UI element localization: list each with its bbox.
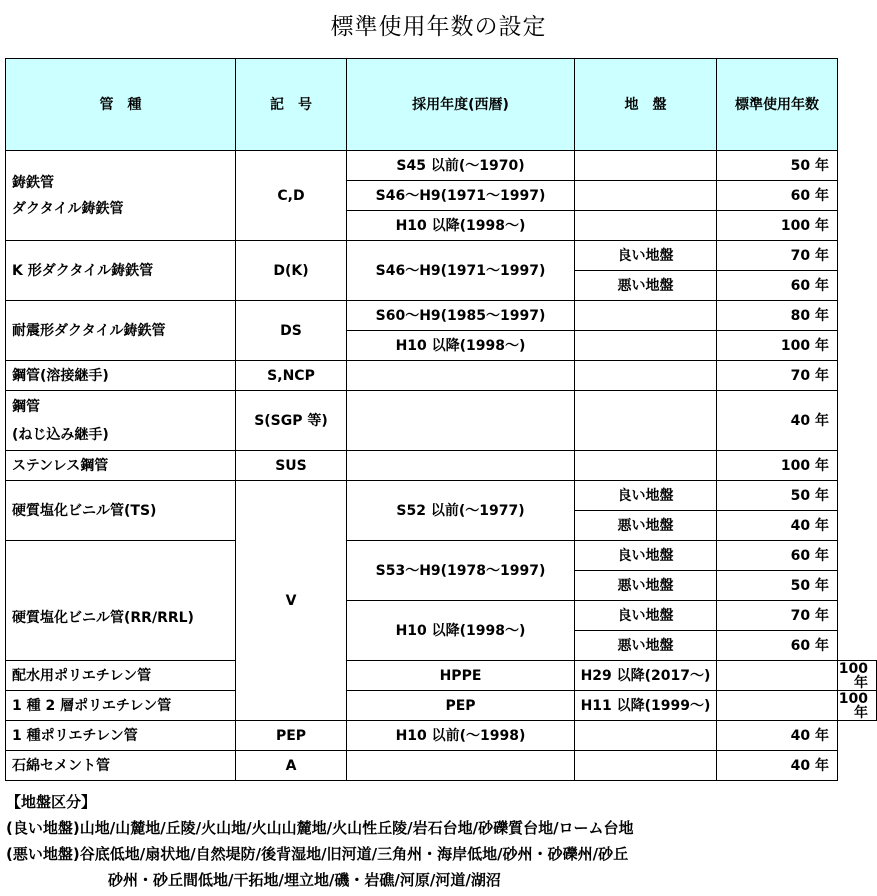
code-cell: C,D <box>236 151 347 241</box>
type-label: 鋳鉄管 <box>12 174 54 191</box>
life-cell: 70 年 <box>717 601 838 631</box>
table-row <box>6 691 877 721</box>
ground-cell <box>575 751 717 781</box>
ground-cell <box>575 451 717 481</box>
table-row <box>6 241 877 271</box>
life-cell: 40 年 <box>717 391 838 451</box>
life-cell: 100 年 <box>717 331 838 361</box>
table-row <box>6 451 877 481</box>
ground-cell: 悪い地盤 <box>575 571 717 601</box>
ground-classification-notes <box>6 789 634 893</box>
life-cell: 100 年 <box>838 661 877 691</box>
notes-heading: 【地盤区分】 <box>6 793 97 811</box>
ground-cell <box>575 721 717 751</box>
table-row <box>6 751 877 781</box>
type-label: ダクタイル鋳鉄管 <box>12 200 124 217</box>
header-row <box>6 59 877 151</box>
table-row <box>6 721 877 751</box>
life-cell: 40 年 <box>717 751 838 781</box>
type-cell: 1 種 2 層ポリエチレン管 <box>6 691 236 721</box>
type-label: 鋼管 <box>12 398 40 415</box>
year-cell: H10 以前(～1998) <box>347 721 575 751</box>
ground-cell <box>575 151 717 181</box>
life-cell: 50 年 <box>717 571 838 601</box>
ground-cell: 悪い地盤 <box>575 631 717 661</box>
year-cell: S53～H9(1978～1997) <box>347 541 575 601</box>
life-cell: 40 年 <box>717 511 838 541</box>
code-cell: DS <box>236 301 347 361</box>
life-cell: 80 年 <box>717 301 838 331</box>
code-cell: SUS <box>236 451 347 481</box>
year-cell: S46～H9(1971～1997) <box>347 241 575 301</box>
type-cell <box>6 151 236 241</box>
header-type: 管 種 <box>6 59 236 151</box>
type-cell: 1 種ポリエチレン管 <box>6 721 236 751</box>
notes-bad-ground-continued: 砂州・砂丘間低地/干拓地/埋立地/磯・岩礁/河原/河道/湖沼 <box>108 871 501 889</box>
header-code: 記 号 <box>236 59 347 151</box>
code-cell: V <box>236 481 347 721</box>
table-row <box>6 301 877 331</box>
type-cell: 配水用ポリエチレン管 <box>6 661 236 691</box>
type-cell: 鋼管(溶接継手) <box>6 361 236 391</box>
header-year: 採用年度(西暦) <box>347 59 575 151</box>
ground-cell <box>575 301 717 331</box>
type-label: (ねじ込み継手) <box>12 426 109 443</box>
table-row <box>6 541 877 571</box>
notes-good-ground: (良い地盤)山地/山麓地/丘陵/火山地/火山山麓地/火山性丘陵/岩石台地/砂礫質台地/ローム台地 <box>6 819 634 837</box>
ground-cell <box>575 391 717 451</box>
page-title: 標準使用年数の設定 <box>330 14 547 40</box>
year-cell: H10 以降(1998～) <box>347 211 575 241</box>
life-cell: 60 年 <box>717 541 838 571</box>
life-cell: 100 年 <box>717 211 838 241</box>
ground-cell: 悪い地盤 <box>575 271 717 301</box>
year-cell <box>347 361 575 391</box>
ground-cell: 良い地盤 <box>575 241 717 271</box>
table-row <box>6 481 877 511</box>
code-cell: A <box>236 751 347 781</box>
ground-cell <box>717 691 838 721</box>
year-cell: H29 以降(2017～) <box>575 661 717 691</box>
ground-cell: 良い地盤 <box>575 481 717 511</box>
type-cell <box>6 391 236 451</box>
life-cell: 60 年 <box>717 631 838 661</box>
life-cell: 60 年 <box>717 271 838 301</box>
code-cell: S,NCP <box>236 361 347 391</box>
service-life-table <box>5 58 877 781</box>
ground-cell: 良い地盤 <box>575 541 717 571</box>
life-cell: 70 年 <box>717 241 838 271</box>
year-cell: S60～H9(1985～1997) <box>347 301 575 331</box>
type-cell: K 形ダクタイル鋳鉄管 <box>6 241 236 301</box>
ground-cell: 良い地盤 <box>575 601 717 631</box>
ground-cell <box>575 181 717 211</box>
ground-cell <box>575 331 717 361</box>
ground-cell: 悪い地盤 <box>575 511 717 541</box>
code-cell: S(SGP 等) <box>236 391 347 451</box>
ground-cell <box>575 361 717 391</box>
code-cell: PEP <box>347 691 575 721</box>
year-cell <box>347 451 575 481</box>
type-cell: 石綿セメント管 <box>6 751 236 781</box>
life-cell: 50 年 <box>717 151 838 181</box>
year-cell <box>347 391 575 451</box>
life-cell: 60 年 <box>717 181 838 211</box>
code-cell: HPPE <box>347 661 575 691</box>
header-ground: 地 盤 <box>575 59 717 151</box>
year-cell: H10 以降(1998～) <box>347 331 575 361</box>
table-row <box>6 361 877 391</box>
year-cell: S45 以前(～1970) <box>347 151 575 181</box>
year-cell: H10 以降(1998～) <box>347 601 575 661</box>
header-life: 標準使用年数 <box>717 59 838 151</box>
type-cell: ステンレス鋼管 <box>6 451 236 481</box>
life-cell: 100 年 <box>838 691 877 721</box>
table-row <box>6 391 877 451</box>
ground-cell <box>717 661 838 691</box>
type-cell: 硬質塩化ビニル管(RR/RRL) <box>6 541 236 661</box>
table-row <box>6 151 877 181</box>
notes-bad-ground: (悪い地盤)谷底低地/扇状地/自然堤防/後背湿地/旧河道/三角州・海岸低地/砂州・砂礫州/砂丘 <box>6 845 629 863</box>
life-cell: 40 年 <box>717 721 838 751</box>
year-cell: S46～H9(1971～1997) <box>347 181 575 211</box>
type-cell: 耐震形ダクタイル鋳鉄管 <box>6 301 236 361</box>
type-cell: 硬質塩化ビニル管(TS) <box>6 481 236 541</box>
life-cell: 100 年 <box>717 451 838 481</box>
code-cell: PEP <box>236 721 347 751</box>
year-cell: S52 以前(～1977) <box>347 481 575 541</box>
table-row <box>6 661 877 691</box>
year-cell: H11 以降(1999～) <box>575 691 717 721</box>
life-cell: 70 年 <box>717 361 838 391</box>
year-cell <box>347 751 575 781</box>
life-cell: 50 年 <box>717 481 838 511</box>
code-cell: D(K) <box>236 241 347 301</box>
ground-cell <box>575 211 717 241</box>
